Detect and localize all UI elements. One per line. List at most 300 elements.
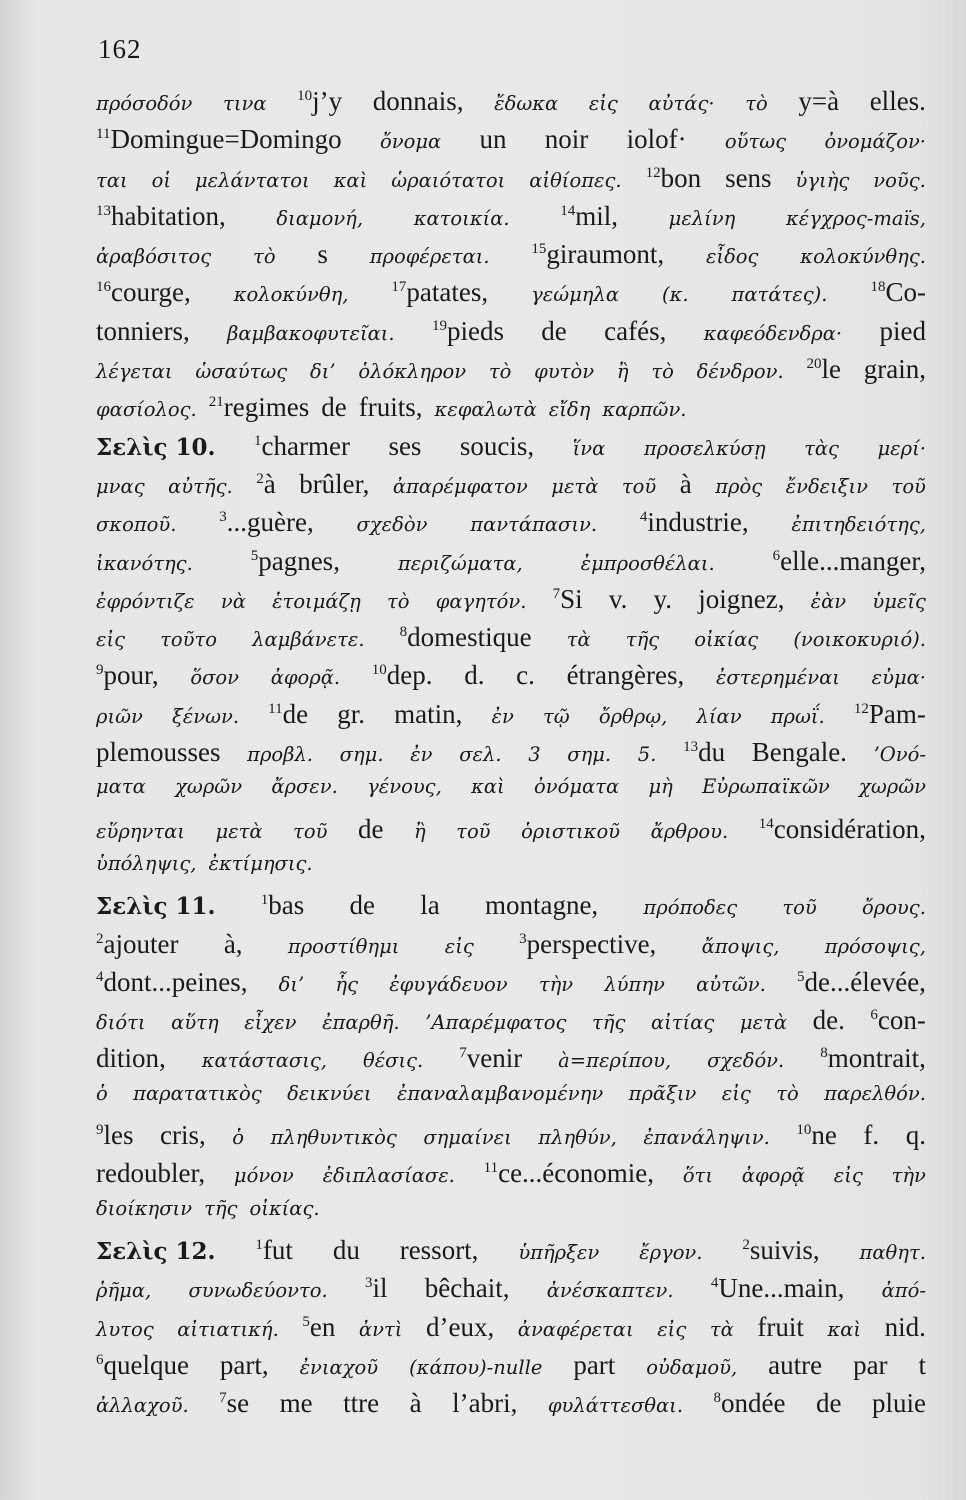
word — [617, 360, 629, 383]
word-text: à — [263, 468, 276, 499]
word-text: ressort, — [399, 1234, 479, 1265]
word-text: 3 — [528, 743, 541, 767]
word-text: κατάστασις, — [201, 1049, 327, 1073]
word-text: ἑτοιμάζῃ — [272, 589, 361, 613]
word — [669, 207, 736, 230]
word-text: πατάτες). — [731, 283, 828, 307]
word — [892, 475, 926, 498]
word-text: part — [573, 1349, 616, 1380]
word — [410, 743, 432, 766]
word — [160, 1120, 206, 1151]
word-text: σχεδόν. — [707, 1049, 785, 1073]
word — [651, 1011, 714, 1034]
word-text: ttre — [343, 1388, 380, 1419]
word-text: ὅσον — [190, 666, 240, 690]
text-line — [96, 1312, 926, 1350]
word-text: ἱκανότης. — [96, 551, 193, 575]
word — [824, 1082, 926, 1105]
word — [350, 890, 375, 921]
word-text: la — [420, 890, 440, 921]
word — [224, 929, 243, 960]
word-text: les — [103, 1120, 134, 1151]
word-text: εἰς — [657, 1317, 687, 1341]
word-text: perspective, — [526, 928, 657, 959]
text-line — [96, 469, 926, 507]
word — [824, 130, 926, 153]
word — [768, 1350, 822, 1381]
word — [651, 360, 674, 383]
word-text: noir — [544, 124, 589, 155]
word — [271, 666, 340, 689]
word-text: ὀνομάζον· — [824, 130, 926, 154]
word — [622, 475, 656, 498]
word-text: ses — [388, 430, 422, 461]
word — [873, 169, 926, 192]
word — [702, 935, 780, 958]
footnote-number: 18 — [870, 279, 886, 296]
word — [400, 1235, 479, 1266]
word-text: εἰς — [444, 934, 474, 958]
word-text: σχεδὸν — [356, 513, 428, 537]
word-text: αὐτάς· — [648, 92, 715, 115]
word — [654, 584, 673, 615]
word-text: ἄποψις, — [701, 934, 780, 958]
word-text: ὑπόληψις, — [96, 851, 197, 875]
word — [96, 513, 176, 536]
word-text: gr. — [337, 698, 366, 729]
footnote-number: 13 — [96, 202, 111, 219]
word-text: τὰς — [804, 436, 839, 460]
footnote-number: 10 — [371, 662, 387, 679]
word-text: domestique — [407, 622, 532, 653]
word — [872, 666, 926, 689]
footnote-number: 15 — [531, 241, 547, 258]
word — [287, 1082, 371, 1105]
word-text: οἰκίας. — [249, 1196, 320, 1220]
word — [96, 92, 192, 115]
footnote-entry — [773, 546, 926, 577]
word — [358, 814, 383, 845]
footnote-number: 21 — [208, 394, 224, 411]
word-text: bon — [660, 162, 702, 193]
word — [707, 1049, 784, 1072]
word-text: du — [332, 1234, 360, 1265]
word — [657, 1318, 686, 1341]
footnote-number: 7 — [219, 1390, 227, 1407]
word — [204, 1197, 237, 1220]
footnote-entry — [519, 929, 656, 960]
word-text: καὶ — [333, 168, 368, 192]
word — [804, 437, 839, 460]
word-text: y. — [653, 583, 673, 614]
footnote-number: 20 — [806, 356, 822, 373]
word-text: φυλάττεσθαι. — [547, 1394, 684, 1418]
word-text: ὁλόκληρον — [358, 360, 467, 384]
word-text: ὄρους. — [861, 896, 926, 920]
word-text: elle...manger, — [780, 545, 926, 576]
word-text: βαμβακοφυτεῖαι. — [227, 321, 395, 345]
word-text: pied — [879, 315, 926, 346]
word — [234, 283, 349, 306]
footnote-number: 4 — [710, 1275, 719, 1292]
word-text: ἀντὶ — [358, 1317, 403, 1341]
word-text: Σελὶς 10. — [96, 433, 216, 461]
footnote-number: 11 — [483, 1160, 499, 1177]
text-line — [96, 622, 926, 660]
footnote-entry — [870, 1005, 925, 1036]
word — [387, 590, 410, 613]
word-text: εἶδος — [705, 245, 759, 269]
word-text: τοῦ — [621, 474, 657, 498]
word — [160, 628, 217, 651]
word — [96, 1043, 166, 1074]
footnote-number: 3 — [365, 1275, 373, 1292]
text-block — [96, 86, 926, 1426]
word-text: διότι — [96, 1011, 146, 1035]
word — [321, 392, 346, 423]
word — [704, 322, 842, 345]
text-line — [96, 1388, 926, 1426]
word — [549, 398, 591, 421]
text-line — [96, 737, 926, 775]
word — [629, 1082, 697, 1105]
word-text: ἢ — [616, 360, 629, 384]
word-text: brûler, — [299, 468, 370, 499]
word-text: joignez, — [698, 583, 785, 614]
word — [698, 584, 784, 615]
word-text: dition, — [96, 1043, 166, 1074]
word-text: τοῦ — [293, 819, 328, 843]
word — [827, 1318, 861, 1341]
word-text: μετὰ — [215, 819, 263, 843]
word-text: c. — [516, 660, 535, 691]
word — [96, 1011, 146, 1034]
footnote-entry — [854, 699, 926, 730]
text-line — [96, 546, 926, 584]
word-text: de — [321, 392, 347, 423]
footnote-entry — [432, 316, 504, 347]
word — [918, 1350, 926, 1381]
word-text: τῆς — [591, 1011, 626, 1035]
footnote-number: 8 — [713, 1390, 722, 1407]
word — [648, 775, 672, 798]
word-text: ce...économie, — [498, 1158, 655, 1189]
footnote-entry — [870, 277, 926, 308]
footnote-number: 2 — [256, 470, 264, 487]
word — [96, 820, 185, 843]
word-text: ἐπαναλαμβανομένην — [396, 1081, 604, 1105]
word — [171, 1011, 219, 1034]
footnote-entry — [391, 277, 488, 308]
word-text: δι’ — [278, 972, 305, 996]
word-text: elles. — [869, 86, 926, 116]
word — [646, 1356, 737, 1379]
word — [643, 1126, 770, 1149]
text-line — [96, 392, 926, 430]
word-text: Bengale. — [751, 737, 847, 768]
footnote-number: 14 — [560, 202, 576, 219]
word-text: μερί· — [877, 436, 926, 460]
word-text: montrait, — [827, 1043, 926, 1074]
word-text: ὁριστικοῦ — [521, 819, 621, 843]
word — [874, 743, 926, 766]
word-text: πληθυντικὸς — [270, 1126, 397, 1150]
word-text: περιζώματα, — [397, 551, 523, 575]
word — [221, 590, 246, 613]
word-text: charmer — [261, 430, 350, 461]
word — [96, 590, 195, 613]
word-text: ἀνέσκαπτεν. — [546, 1279, 674, 1303]
word — [573, 1350, 615, 1381]
word-text: κολοκύνθη, — [233, 283, 349, 307]
word-text: τῆς — [204, 1196, 238, 1220]
word — [133, 1082, 261, 1105]
word-text: θέσις. — [362, 1049, 424, 1073]
word-text: ματα — [96, 775, 146, 799]
text-line — [96, 354, 926, 392]
footnote-entry — [400, 622, 532, 653]
word — [643, 896, 737, 919]
word-text: ἀπαρέμφατον — [392, 474, 528, 498]
word-text: ἐφυγάδευον — [389, 972, 508, 996]
text-line — [96, 431, 926, 469]
text-line — [96, 316, 926, 354]
word-text: étrangères, — [566, 660, 685, 691]
text-line — [96, 814, 926, 852]
word-text: γένους, — [367, 775, 442, 799]
word — [697, 360, 784, 383]
word-text: δεικνύει — [287, 1081, 372, 1105]
word — [335, 973, 358, 996]
footnote-entry — [531, 239, 664, 270]
footnote-number: 14 — [758, 815, 774, 832]
word-text: regimes — [223, 392, 310, 423]
footnote-entry — [261, 890, 305, 921]
word-text: ἐν — [410, 743, 433, 767]
word-text: ἔνδειξιν — [785, 474, 869, 498]
word-text: con- — [877, 1005, 926, 1036]
word-text: se — [226, 1388, 250, 1419]
word — [680, 469, 692, 500]
word-text: pagnes, — [258, 545, 340, 576]
word — [485, 890, 598, 921]
word-text: Εὐρωπαϊκῶν — [702, 775, 830, 799]
word — [96, 360, 173, 383]
word — [589, 92, 618, 115]
word — [710, 1318, 734, 1341]
word-text: σημαίνει — [423, 1126, 512, 1150]
word — [638, 743, 657, 766]
footnote-number: 19 — [431, 317, 447, 334]
word-text: ἐπιτηδειότης, — [791, 513, 926, 537]
word-text: ται — [96, 168, 128, 192]
word-text: dont...peines, — [103, 966, 248, 997]
word — [906, 1120, 926, 1151]
word-text: ἐστερημέναι — [715, 666, 840, 690]
footnote-number: 3 — [519, 930, 527, 947]
word — [825, 935, 926, 958]
word — [343, 1388, 379, 1419]
word — [317, 239, 328, 270]
text-line — [96, 163, 926, 201]
footnote-entry — [302, 1312, 335, 1343]
word-text: pieds — [446, 315, 504, 346]
footnote-entry — [459, 1043, 522, 1074]
footnote-entry — [251, 546, 340, 577]
word-text: ὑμεῖς — [872, 589, 926, 613]
word-text: grain, — [863, 354, 926, 385]
word-text: il — [372, 1273, 388, 1304]
word-text: ὅτι — [682, 1164, 713, 1188]
word — [299, 469, 369, 500]
footnote-number: 11 — [96, 126, 111, 143]
word — [334, 169, 368, 192]
footnote-number: 12 — [853, 700, 869, 717]
word-text: κέγχρος-maïs, — [785, 206, 926, 230]
footnote-entry — [553, 584, 583, 615]
word — [359, 1318, 402, 1341]
word-text: προβλ. — [247, 743, 314, 767]
word-text: Pam- — [868, 698, 926, 729]
footnote-number: 1 — [254, 432, 262, 449]
word — [188, 1279, 327, 1302]
word-text: φυτὸν — [534, 360, 595, 384]
word — [456, 820, 490, 843]
word — [409, 1356, 542, 1379]
footnote-entry — [96, 1120, 134, 1151]
word-text: ριῶν — [96, 704, 143, 728]
word — [696, 973, 766, 996]
word-text: venir — [466, 1043, 523, 1074]
footnote-entry — [796, 1120, 836, 1151]
word-text: τὴν — [891, 1164, 926, 1188]
footnote-entry — [297, 86, 342, 117]
footnote-entry — [683, 737, 725, 768]
word — [190, 666, 239, 689]
word — [529, 169, 621, 192]
word — [862, 896, 926, 919]
text-line — [96, 1043, 926, 1081]
word — [494, 92, 558, 115]
word — [683, 1164, 713, 1187]
footnote-entry — [96, 929, 178, 960]
word — [363, 1049, 423, 1072]
word — [398, 552, 523, 575]
word-text: ἔργον. — [639, 1240, 703, 1264]
word — [551, 475, 598, 498]
word-text: ἐκτίμησις. — [208, 851, 313, 875]
word-text: par — [853, 1349, 888, 1380]
word-text: τοῦ — [456, 819, 491, 843]
word — [879, 316, 926, 347]
word — [732, 283, 828, 306]
word-text: cafés, — [604, 315, 667, 346]
word — [393, 475, 528, 498]
word — [567, 660, 685, 691]
word-text: αὐτῶν. — [696, 972, 766, 996]
word-text: 5. — [637, 743, 657, 767]
footnote-number: 2 — [96, 930, 104, 947]
word — [389, 973, 507, 996]
word-text: f. — [863, 1120, 880, 1151]
word-text: σκοποῦ. — [96, 513, 177, 537]
word-text: σελ. — [459, 743, 502, 767]
footnote-number: 11 — [268, 700, 283, 717]
word-text: δένδρον. — [696, 360, 784, 384]
word — [648, 92, 714, 115]
word-text: τοῦτο — [160, 628, 218, 652]
word-text: εἰς — [721, 1081, 751, 1105]
footnote-entry — [254, 431, 350, 462]
word-text: ξένων. — [172, 704, 240, 728]
word-text: αἰτίας — [650, 1011, 715, 1035]
text-line — [96, 86, 926, 124]
word-text: ἐὰν — [810, 589, 847, 613]
word-text: à, — [223, 928, 243, 959]
word — [534, 360, 594, 383]
word-text: χωρῶν — [859, 775, 926, 799]
word-text: κατοικία. — [413, 206, 510, 230]
word-text: montagne, — [484, 890, 599, 921]
text-line — [96, 890, 926, 928]
word-text: giraumont, — [546, 239, 665, 270]
word — [370, 245, 490, 268]
word — [322, 1011, 400, 1034]
word-text: bas — [268, 890, 305, 921]
word-text: ondée — [721, 1388, 786, 1419]
text-line — [96, 967, 926, 1005]
word-text: μετὰ — [551, 474, 599, 498]
word-text: παρατατικὸς — [133, 1081, 262, 1105]
word — [725, 130, 786, 153]
word-text: considération, — [773, 813, 926, 844]
word — [492, 705, 514, 728]
word-text: y=à — [798, 86, 840, 116]
word — [249, 1197, 319, 1220]
word-text: Une...main, — [718, 1273, 845, 1304]
footnote-number: 4 — [639, 509, 648, 526]
word — [757, 1312, 804, 1343]
word-text: sens — [725, 162, 772, 193]
word — [373, 86, 464, 117]
footnote-entry — [484, 1158, 654, 1189]
word-text: πρόσοδόν — [96, 92, 193, 115]
word-text: mil, — [575, 200, 619, 231]
word — [288, 935, 400, 958]
word — [471, 775, 505, 798]
word — [518, 1241, 599, 1264]
word — [96, 1197, 192, 1220]
word-text: q. — [905, 1120, 926, 1151]
word-text: v. — [608, 583, 628, 614]
word — [538, 1126, 617, 1149]
word — [872, 590, 926, 613]
word — [333, 1235, 360, 1266]
word — [740, 1011, 787, 1034]
word-text: φαγητόν. — [435, 589, 527, 613]
word-text: d. — [464, 660, 485, 691]
word-text: τὸ — [651, 360, 674, 384]
text-line — [96, 201, 926, 239]
word — [539, 973, 573, 996]
word — [702, 775, 830, 798]
word-text: plemousses — [96, 737, 221, 768]
footnote-number: 7 — [459, 1045, 467, 1062]
word — [96, 398, 197, 421]
word-text: de — [815, 1388, 842, 1419]
footnote-entry — [759, 814, 926, 845]
text-line — [96, 852, 926, 890]
